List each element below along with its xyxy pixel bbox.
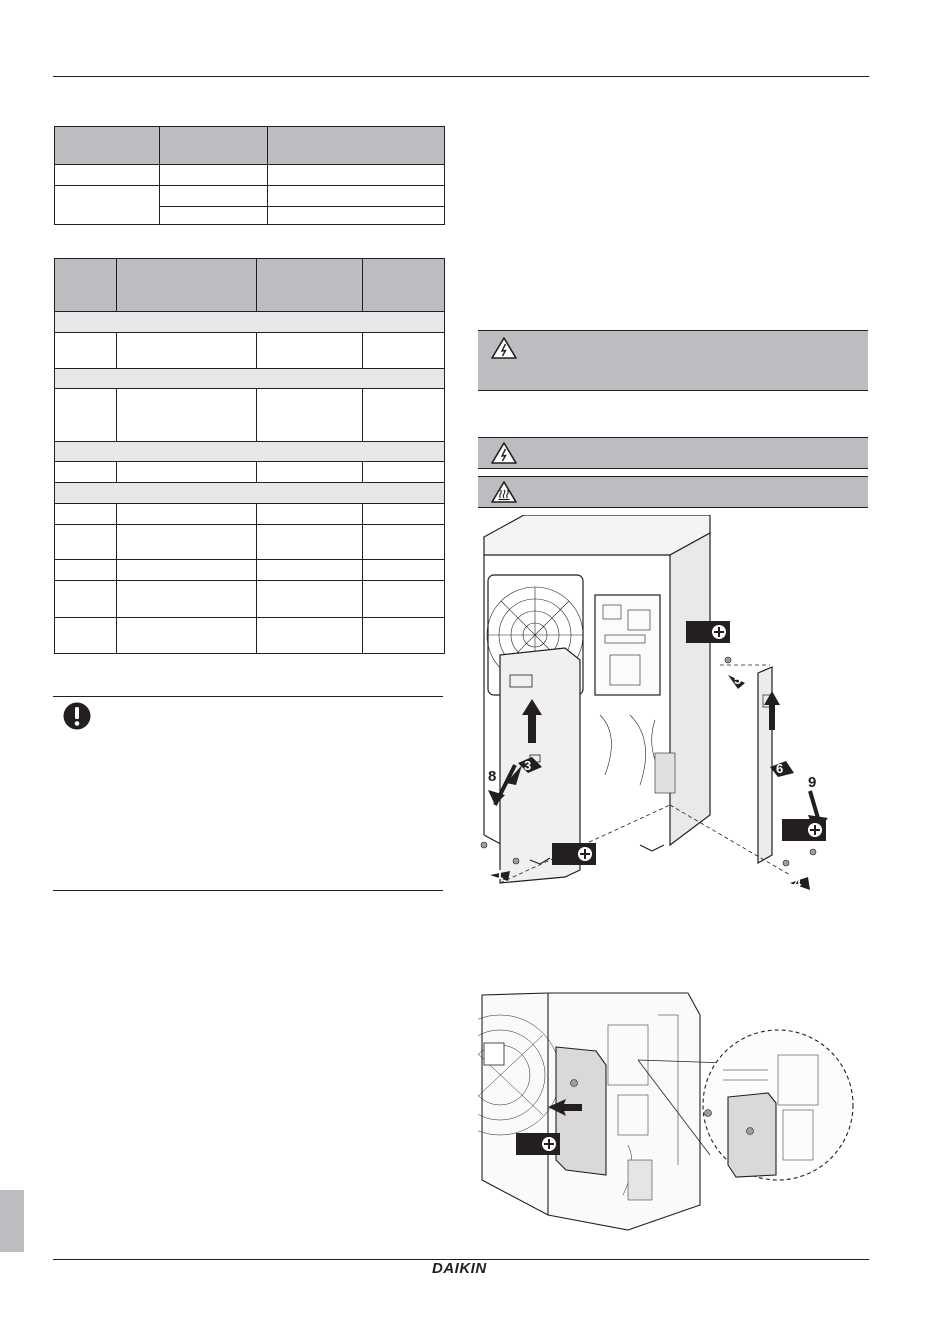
chapter-side-tab [0,1190,24,1252]
table-cell [55,333,117,369]
table-cell [117,333,257,369]
table-cell [257,333,363,369]
table-cell [268,165,445,186]
step-label: 5 [734,672,742,687]
spec-table-2 [54,258,445,654]
table-cell [55,560,117,581]
table-section-row [55,369,445,389]
table-cell [257,504,363,525]
danger-electrocution-bar [478,437,868,469]
notice-box [53,696,443,891]
spec-table-1 [54,126,445,225]
table-cell [55,581,117,618]
table-cell [268,186,445,207]
table-cell [117,618,257,654]
table-cell [55,525,117,560]
table-cell [160,207,268,225]
table-cell [363,462,445,483]
table-cell [117,504,257,525]
table-cell [117,560,257,581]
table-section-row [55,483,445,504]
danger-electrocution-box [478,330,868,391]
table-cell [257,525,363,560]
table-cell [257,581,363,618]
table-cell [55,462,117,483]
table-cell [257,389,363,442]
danger-hot-surface-bar [478,476,868,508]
step-label: 4 [794,875,802,890]
table-cell [117,525,257,560]
step-label: 8 [488,768,497,785]
electric-hazard-icon [490,336,518,360]
table-cell [55,504,117,525]
table-cell [363,389,445,442]
daikin-logo: DAIKIN [432,1260,487,1277]
table-cell [363,560,445,581]
table-cell [160,165,268,186]
table-header-cell [55,259,117,312]
table-cell [257,462,363,483]
table-cell [257,618,363,654]
front-panel-removal-illustration [470,515,860,905]
table-header-cell [117,259,257,312]
table-cell [363,333,445,369]
table-header-cell [268,127,445,165]
table-cell [257,560,363,581]
screwdriver-icon [516,1133,560,1155]
electric-hazard-icon [490,441,518,465]
table-header-cell [55,127,160,165]
table-header-cell [257,259,363,312]
step-label: 9 [808,774,817,791]
table-section-row [55,312,445,333]
screwdriver-icon [782,819,826,841]
table-cell [268,207,445,225]
table-cell [117,389,257,442]
table-cell [55,618,117,654]
screwdriver-icon [686,621,730,643]
table-cell [55,186,160,225]
table-cell [363,581,445,618]
header-rule [53,76,869,77]
table-header-cell [363,259,445,312]
table-cell [363,504,445,525]
hot-surface-icon [490,480,518,504]
table-cell [160,186,268,207]
table-section-row [55,442,445,462]
table-cell [117,581,257,618]
table-header-cell [160,127,268,165]
step-label: 1 [496,867,504,882]
table-cell [117,462,257,483]
table-cell [363,525,445,560]
table-cell [363,618,445,654]
table-cell [55,389,117,442]
table-cell [55,165,160,186]
step-label: 3 [524,758,532,773]
switch-box-cover-removal-illustration [478,985,858,1240]
important-notice-icon [62,701,92,731]
step-label: 6 [776,761,784,776]
screwdriver-icon [552,843,596,865]
